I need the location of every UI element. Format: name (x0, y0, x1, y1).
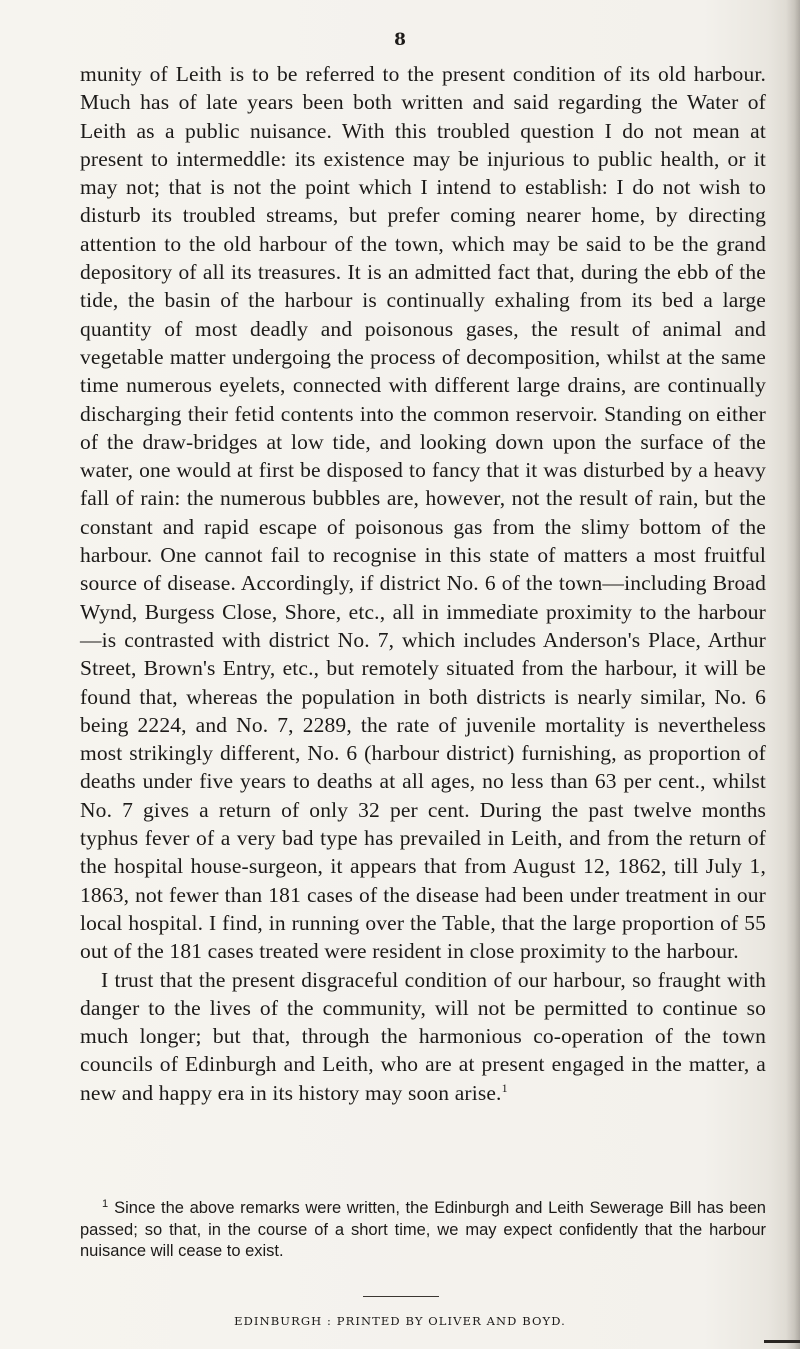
paragraph-2-text: I trust that the present disgraceful condition of our harbour, so fraught with danger to the lives of the community, will not be permitted to continue so much longer; but that, through the harmonious co-operation of the town councils of Edinburgh and Leith, who are at present engaged in the matter, a new and happy era in its history may soon arise. (80, 967, 766, 1105)
page-number: 8 (394, 30, 406, 50)
colophon-divider (363, 1296, 439, 1297)
body-text (80, 60, 766, 1107)
footnote-reference: 1 (501, 1080, 508, 1095)
paragraph-1: munity of Leith is to be referred to the present condition of its old harbour. Much has of late years been both written and said regarding the Water of Leith as a public nuisance. With this troubled question I do not mean at present to intermeddle: its existence may be injurious to public health, or it may not; that is not the point which I intend to establish: I do not wish to disturb its troubled streams, but prefer coming nearer home, by directing attention to the old harbour of the town, which may be said to be the grand depository of all its treasures. It is an admitted fact that, during the ebb of the tide, the basin of the harbour is continually exhaling from its bed a large quantity of most deadly and poisonous gases, the result of animal and vegetable matter undergoing the process of decomposition, whilst at the same time numerous eyelets, connected with different large drains, are continually discharging their fetid contents into the common reservoir. Standing on either of the draw-bridges at low tide, and looking down upon the surface of the water, one would at first be disposed to fancy that it was disturbed by a heavy fall of rain: the numerous bubbles are, however, not the result of rain, but the constant and rapid escape of poisonous gas from the slimy bottom of the harbour. One cannot fail to recognise in this state of matters a most fruitful source of disease. Accordingly, if district No. 6 of the town—including Broad Wynd, Burgess Close, Shore, etc., all in immediate proximity to the harbour—is contrasted with district No. 7, which includes Anderson's Place, Arthur Street, Brown's Entry, etc., but remotely situated from the harbour, it will be found that, whereas the population in both districts is nearly similar, No. 6 being 2224, and No. 7, 2289, the rate of juvenile mortality is nevertheless most strikingly different, No. 6 (harbour district) furnishing, as proportion of deaths under five years to deaths at all ages, no less than 63 per cent., whilst No. 7 gives a return of only 32 per cent. During the past twelve months typhus fever of a very bad type has prevailed in Leith, and from the return of the hospital house-surgeon, it appears that from August 12, 1862, till July 1, 1863, not fewer than 181 cases of the disease had been under treatment in our local hospital. I find, in running over the Table, that the large proportion of 55 out of the 181 cases treated were resident in close proximity to the harbour. (80, 62, 766, 964)
footnote-text: Since the above remarks were written, the Edinburgh and Leith Sewerage Bill has been passed; so that, in the course of a short time, we may expect confidently that the harbour nuisance will cease to exist. (80, 1199, 766, 1260)
paragraph-2 (80, 966, 766, 1107)
footnote (80, 1198, 766, 1263)
page-edge-shadow (786, 0, 800, 1349)
corner-mark (764, 1340, 800, 1343)
footnote-mark: 1 (102, 1197, 109, 1210)
printer-colophon: EDINBURGH : PRINTED BY OLIVER AND BOYD. (234, 1314, 566, 1328)
